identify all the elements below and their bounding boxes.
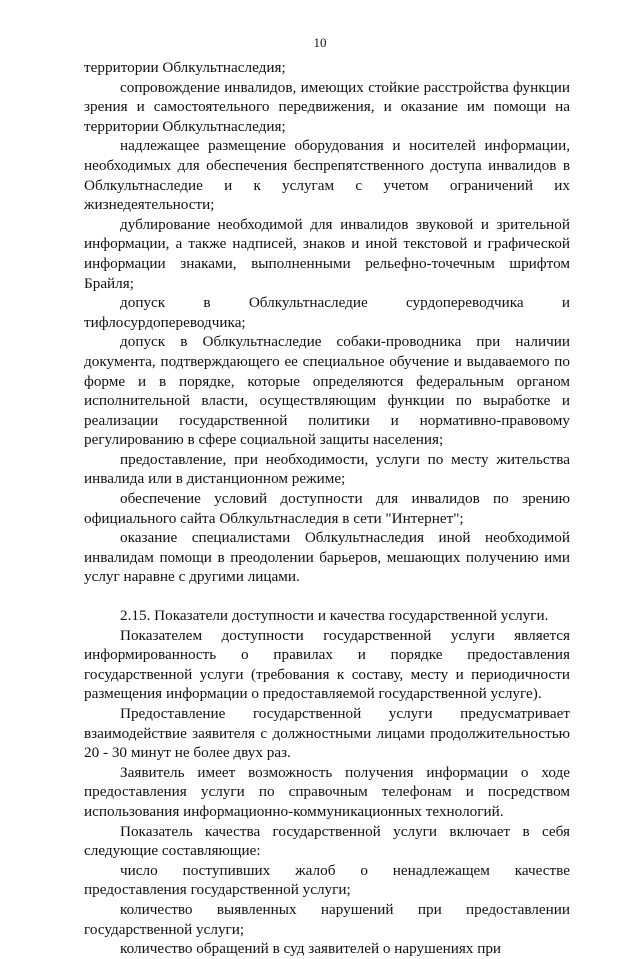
paragraph: обеспечение условий доступности для инвалидов по зрению официального сайта Облкультнаследия в сети "Интернет"; [84, 490, 570, 527]
page-number: 10 [313, 35, 327, 50]
paragraph: Показателем доступности государственной услуги является информированность о правилах и порядке предоставления государственной услуги (требования к составу, месту и периодичности размещения информации о предоставляемой государственной услуге). [84, 626, 570, 703]
paragraph: количество обращений в суд заявителей о нарушениях при [120, 940, 502, 958]
paragraph: допуск в Облкультнаследие собаки-проводника при наличии документа, подтверждающего ее специальное обучение и выдаваемого по форме и в порядке, которые определяются федеральным органом исполнительной власти, осуществляющим функции по выработке и реализации государственной политики и нормативно-правовому регулированию в сфере социальной защиты населения; [84, 333, 570, 449]
paragraph: сопровождение инвалидов, имеющих стойкие расстройства функции зрения и самостоятельного передвижения, и оказание им помощи на территории Облкультнаследия; [84, 78, 570, 135]
paragraph: количество выявленных нарушений при предоставлении государственной услуги; [84, 900, 570, 938]
document-body [84, 58, 570, 959]
paragraph: территории Облкультнаследия; [84, 59, 286, 76]
paragraph: Показатель качества государственной услуги включает в себя следующие составляющие: [84, 822, 570, 860]
paragraph: дублирование необходимой для инвалидов звуковой и зрительной информации, а также надписей, знаков и иной текстовой и графической информации знаками, выполненными рельефно-точечным шрифтом Брайля; [84, 215, 570, 292]
paragraph: надлежащее размещение оборудования и носителей информации, необходимых для обеспечения беспрепятственного доступа инвалидов в Облкультнаследие и к услугам с учетом ограничений их жизнедеятельности; [84, 137, 570, 214]
paragraph: допуск в Облкультнаследие сурдопереводчика и тифлосурдопереводчика; [84, 294, 570, 331]
paragraph: Предоставление государственной услуги предусматривает взаимодействие заявителя с должностными лицами продолжительностью 20 - 30 минут не более двух раз. [84, 705, 570, 762]
paragraph: оказание специалистами Облкультнаследия иной необходимой инвалидам помощи в преодолении барьеров, мешающих получению ими услуг наравне с другими лицами. [84, 529, 570, 586]
paragraph: Заявитель имеет возможность получения информации о ходе предоставления услуги по справочным телефонам и посредством использования информационно-коммуникационных технологий. [84, 763, 570, 820]
paragraph: предоставление, при необходимости, услуги по месту жительства инвалида или в дистанционном режиме; [84, 450, 570, 488]
paragraph: число поступивших жалоб о ненадлежащем качестве предоставления государственной услуги; [84, 861, 570, 899]
section-heading: 2.15. Показатели доступности и качества государственной услуги. [120, 607, 549, 625]
